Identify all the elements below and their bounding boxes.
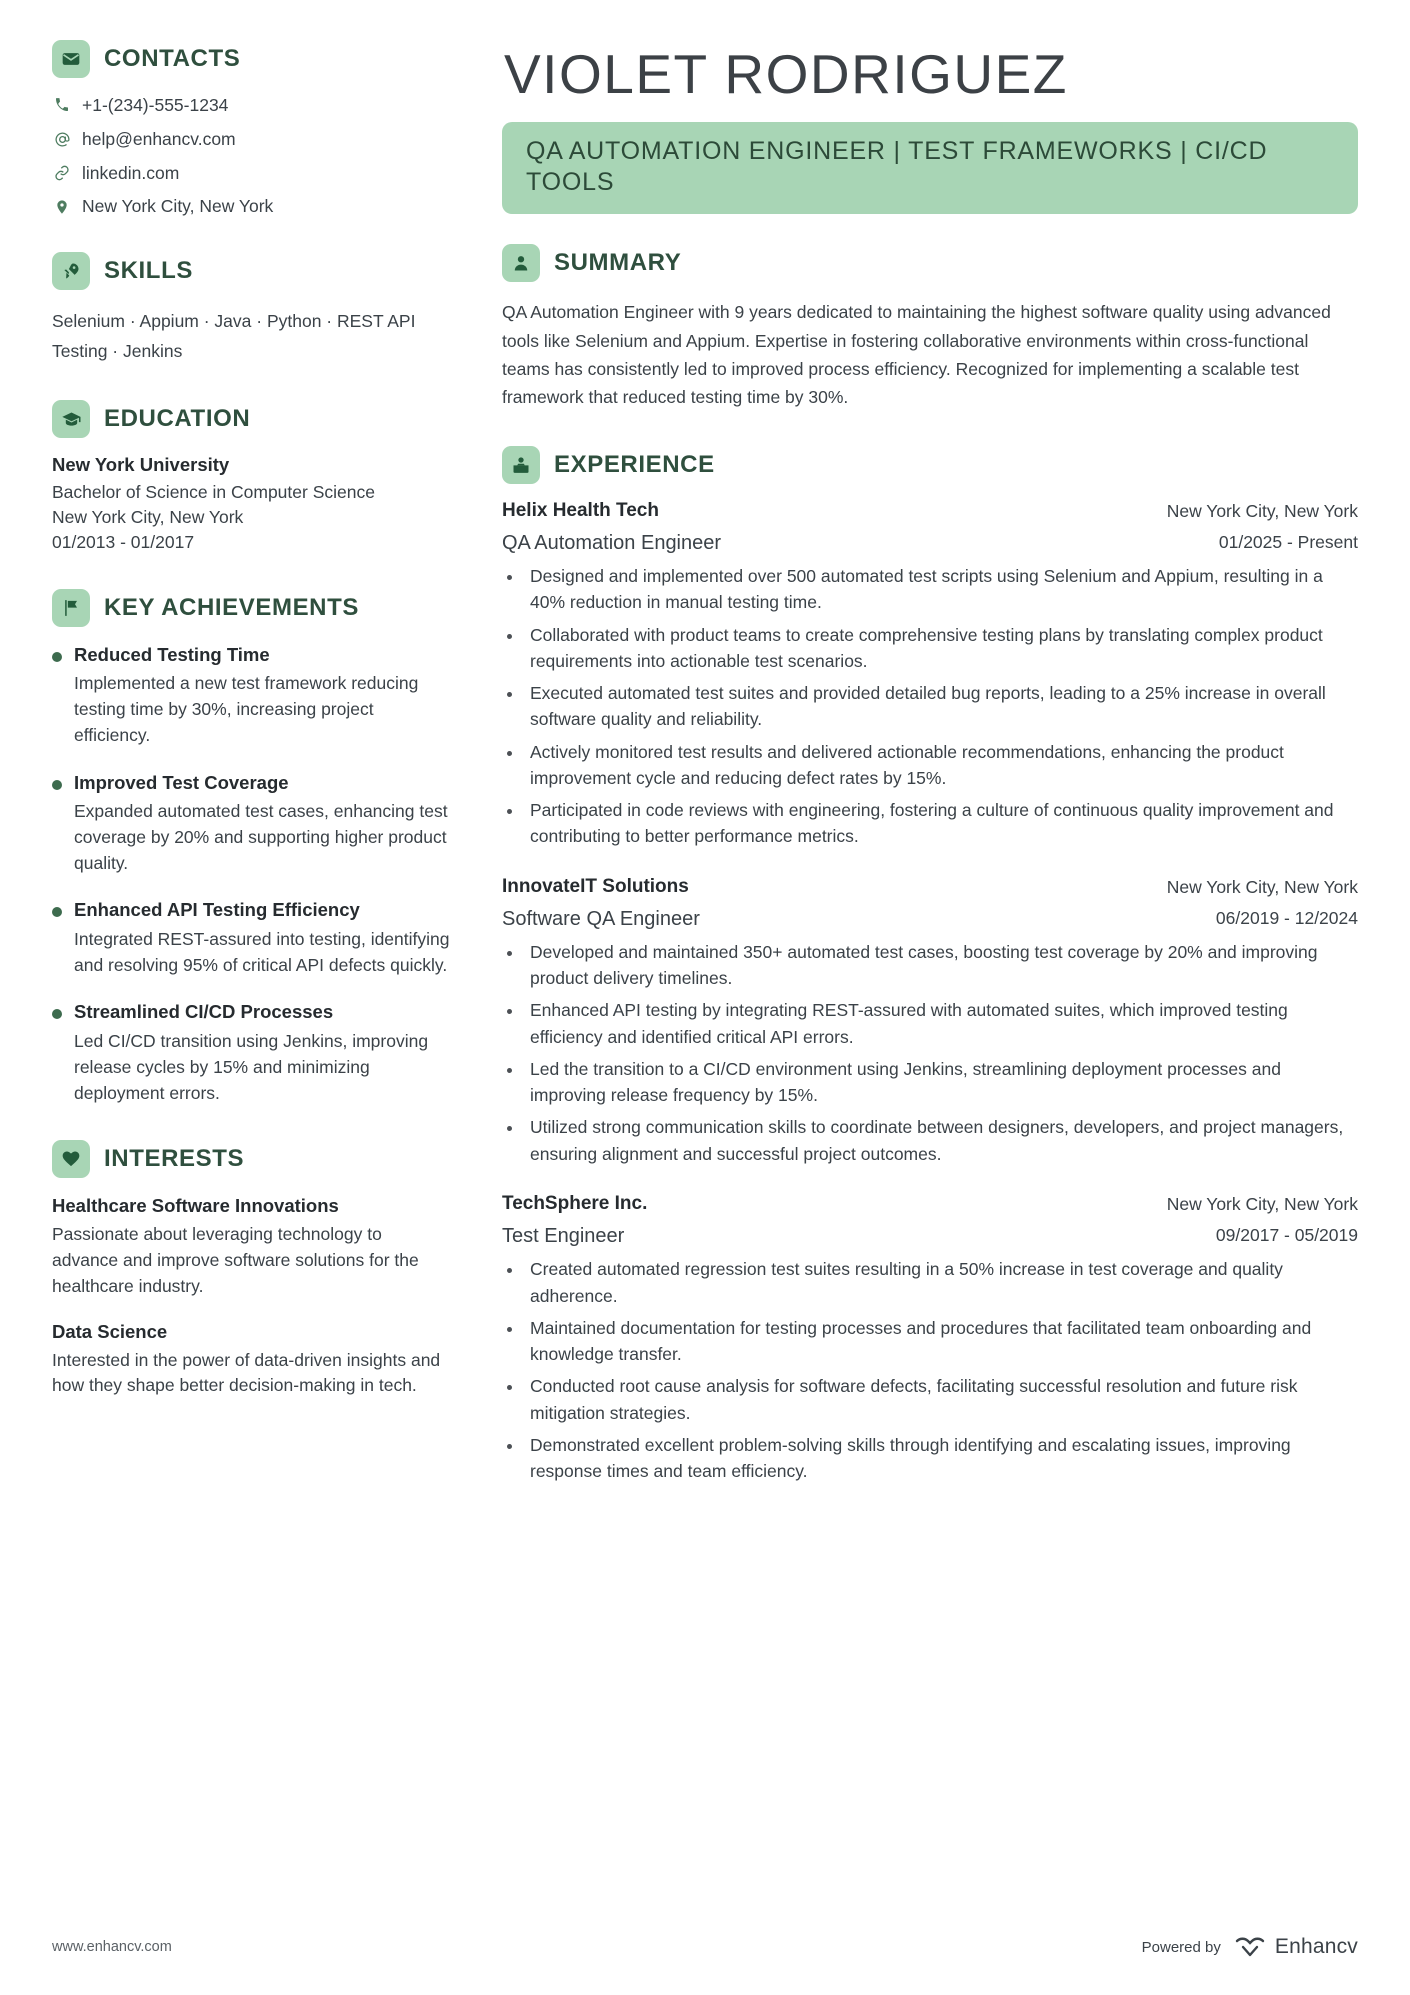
contact-location <box>52 195 452 218</box>
experience-item <box>502 876 1358 1167</box>
skills-header <box>52 252 452 290</box>
job-bullet: • Developed and maintained 350+ automated test cases, boosting test coverage by 20% and improving product delivery timelines. <box>524 939 1358 992</box>
job-location: New York City, New York <box>1166 876 1358 897</box>
powered-by-label: Powered by <box>1141 1938 1221 1956</box>
at-icon <box>52 131 72 148</box>
job-dates: 01/2025 - Present <box>1218 532 1358 553</box>
job-location: New York City, New York <box>1166 500 1358 521</box>
contacts-header <box>52 40 452 78</box>
rocket-icon <box>52 252 90 290</box>
skills-title: SKILLS <box>104 257 193 284</box>
job-bullets <box>502 563 1358 850</box>
page-title: VIOLET RODRIGUEZ <box>504 43 1068 105</box>
interest-desc: Interested in the power of data-driven insights and how they shape better decision-making in tech. <box>52 1349 441 1396</box>
section-key-achievements <box>52 589 452 1107</box>
achievement-desc: Implemented a new test framework reducing testing time by 30%, increasing project efficiency. <box>74 673 419 745</box>
job-bullet: • Demonstrated excellent problem-solving skills through identifying and escalating issues, improving response times and team efficiency. <box>524 1432 1358 1485</box>
job-bullet: • Participated in code reviews with engineering, fostering a culture of continuous quality improvement and contributing to better performance metrics. <box>524 797 1358 850</box>
job-header <box>502 500 1358 522</box>
briefcase-person-icon <box>502 446 540 484</box>
job-company: Helix Health Tech <box>502 499 659 521</box>
achievement-title: Streamlined CI/CD Processes <box>74 1001 334 1023</box>
graduation-cap-icon <box>52 400 90 438</box>
main-content <box>502 40 1358 1518</box>
section-experience <box>502 446 1358 1485</box>
sidebar <box>52 40 452 1433</box>
location-pin-icon <box>52 199 72 215</box>
experience-title: EXPERIENCE <box>554 450 715 478</box>
brand-logo <box>1233 1935 1358 1959</box>
section-summary <box>502 244 1358 411</box>
headline-banner <box>502 122 1358 215</box>
achievement-item <box>52 771 452 877</box>
experience-item <box>502 1193 1358 1484</box>
achievement-title: Improved Test Coverage <box>74 771 289 793</box>
job-subheader <box>502 532 1358 555</box>
contact-phone-value: +1-(234)-555-1234 <box>82 95 229 115</box>
bullet-dot-icon <box>52 652 62 662</box>
link-icon <box>52 165 72 181</box>
interests-title: INTERESTS <box>104 1145 245 1173</box>
contact-email-value: help@enhancv.com <box>82 128 236 149</box>
summary-text: QA Automation Engineer with 9 years dedicated to maintaining the highest software quality using advanced tools like Selenium and Appium. Expertise in fostering collaborative environments within cross-functional teams has consistently led to improved process efficiency. Recognized for implementing a scalable test framework that reduced testing time by 30%. <box>502 302 1331 408</box>
job-header <box>502 876 1358 898</box>
contact-link <box>52 162 452 185</box>
job-bullet: • Enhanced API testing by integrating REST-assured with automated suites, which improved testing efficiency and identified critical API errors. <box>524 997 1358 1050</box>
achievement-title: Enhanced API Testing Efficiency <box>74 899 360 921</box>
achievement-title: Reduced Testing Time <box>74 643 270 665</box>
contact-link-value: linkedin.com <box>82 162 180 183</box>
page-footer <box>52 1935 1358 1959</box>
education-school: New York University <box>52 454 230 476</box>
achievement-desc: Led CI/CD transition using Jenkins, improving release cycles by 15% and minimizing deployment errors. <box>74 1031 429 1103</box>
job-bullet: • Designed and implemented over 500 automated test scripts using Selenium and Appium, resulting in a 40% reduction in manual testing time. <box>524 563 1358 616</box>
job-role: QA Automation Engineer <box>502 532 722 555</box>
job-bullet: • Executed automated test suites and provided detailed bug reports, leading to a 25% increase in overall software quality and reliability. <box>524 680 1358 733</box>
brand-name: Enhancv <box>1274 1935 1358 1958</box>
bullet-dot-icon <box>52 907 62 917</box>
job-bullet: • Maintained documentation for testing processes and procedures that facilitated team onboarding and knowledge transfer. <box>524 1315 1358 1368</box>
section-education <box>52 400 452 555</box>
summary-title: SUMMARY <box>554 249 682 277</box>
achievements-header <box>52 589 452 627</box>
achievement-desc: Expanded automated test cases, enhancing test coverage by 20% and supporting higher product quality. <box>74 801 448 873</box>
bullet-dot-icon <box>52 780 62 790</box>
achievement-item <box>52 898 452 978</box>
interests-header <box>52 1140 452 1178</box>
envelope-icon <box>52 40 90 78</box>
job-bullets <box>502 1256 1358 1484</box>
summary-header <box>502 244 1358 282</box>
achievement-desc: Integrated REST-assured into testing, identifying and resolving 95% of critical API defects quickly. <box>74 929 450 975</box>
job-dates: 09/2017 - 05/2019 <box>1215 1225 1358 1246</box>
job-dates: 06/2019 - 12/2024 <box>1215 907 1358 928</box>
resume-columns <box>52 40 1358 1518</box>
education-dates: 01/2013 - 01/2017 <box>52 531 195 552</box>
achievement-item <box>52 1000 452 1106</box>
section-skills <box>52 252 452 366</box>
job-company: TechSphere Inc. <box>502 1192 648 1214</box>
job-company: InnovateIT Solutions <box>502 875 689 897</box>
education-header <box>52 400 452 438</box>
phone-icon <box>52 97 72 113</box>
job-role: Test Engineer <box>502 1225 625 1248</box>
education-degree: Bachelor of Science in Computer Science <box>52 482 375 503</box>
contact-email <box>52 128 452 151</box>
job-bullet: • Utilized strong communication skills to coordinate between designers, developers, and project managers, ensuring alignment and successful project outcomes. <box>524 1114 1358 1167</box>
job-subheader <box>502 1225 1358 1248</box>
footer-brand-group <box>1142 1935 1358 1959</box>
job-header <box>502 1193 1358 1215</box>
bullet-dot-icon <box>52 1009 62 1019</box>
achievement-item <box>52 643 452 749</box>
heart-icon <box>52 1140 90 1178</box>
section-interests <box>52 1140 452 1399</box>
job-role: Software QA Engineer <box>502 907 700 930</box>
enhancv-logo-icon <box>1233 1935 1267 1959</box>
education-location: New York City, New York <box>52 507 244 528</box>
education-title: EDUCATION <box>104 405 251 433</box>
job-bullet: • Created automated regression test suites resulting in a 50% increase in test coverage and quality adherence. <box>524 1256 1358 1309</box>
interest-title: Healthcare Software Innovations <box>52 1195 339 1217</box>
flag-icon <box>52 589 90 627</box>
contact-location-value: New York City, New York <box>82 196 274 217</box>
skills-list: Selenium · Appium · Java · Python · REST API Testing · Jenkins <box>52 311 416 362</box>
person-icon <box>502 244 540 282</box>
job-bullet: • Collaborated with product teams to create comprehensive testing plans by translating complex product requirements into actionable test scenarios. <box>524 622 1358 675</box>
job-bullet: • Actively monitored test results and delivered actionable recommendations, enhancing the product improvement cycle and reducing defect rates by 15%. <box>524 739 1358 792</box>
interest-desc: Passionate about leveraging technology to advance and improve software solutions for the healthcare industry. <box>52 1224 419 1296</box>
experience-header <box>502 446 1358 484</box>
job-subheader <box>502 908 1358 931</box>
footer-url[interactable]: www.enhancv.com <box>52 1939 172 1955</box>
experience-item <box>502 500 1358 850</box>
headline-text: QA AUTOMATION ENGINEER | TEST FRAMEWORKS | CI/CD TOOLS <box>526 136 1268 196</box>
job-bullet: • Led the transition to a CI/CD environment using Jenkins, streamlining deployment processes and improving release frequency by 15%. <box>524 1056 1358 1109</box>
interest-title: Data Science <box>52 1320 168 1342</box>
achievements-title: KEY ACHIEVEMENTS <box>104 593 359 621</box>
contact-phone <box>52 94 452 117</box>
job-location: New York City, New York <box>1166 1193 1358 1214</box>
section-contacts <box>52 40 452 218</box>
job-bullets <box>502 939 1358 1167</box>
job-bullet: • Conducted root cause analysis for software defects, facilitating successful resolution and future risk mitigation strategies. <box>524 1373 1358 1426</box>
contacts-title: CONTACTS <box>104 45 241 72</box>
